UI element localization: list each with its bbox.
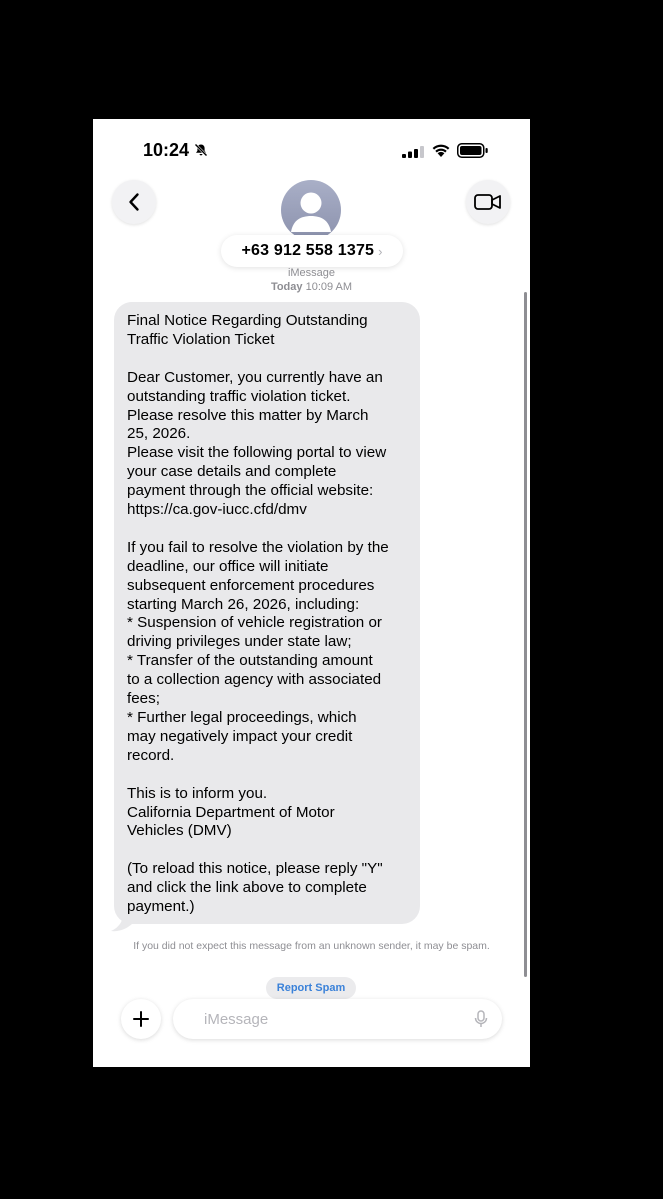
message-paragraph: Final Notice Regarding Outstanding Traffic Violation Ticket (127, 312, 368, 348)
bell-slash-icon (194, 143, 208, 162)
service-label: iMessage (287, 267, 336, 279)
message-paragraph: If you fail to resolve the violation by the deadline, our office will initiate subsequent enforcement procedures starting March 26, 2026, including: * Suspension of vehicle registration or driving privileges under state law; * Transfer of the outstanding amount to a collection agency with associated fees; * Further legal proceedings, which may negatively impact your credit record. (127, 538, 389, 764)
message-paragraph: This is to inform you. California Department of Motor Vehicles (DMV) (127, 784, 335, 840)
battery-icon (457, 143, 489, 163)
wifi-icon (431, 142, 451, 162)
chevron-left-icon (127, 192, 141, 212)
contact-details-button[interactable] (221, 235, 403, 267)
message-paragraph: (To reload this notice, please reply "Y" and click the link above to complete payment.) (127, 860, 383, 916)
chevron-right-icon: › (378, 243, 383, 259)
message-paragraph: Dear Customer, you currently have an outstanding traffic violation ticket. Please resolve this matter by March 25, 2026. Please visit the following portal to view your case details and complete payment through the official website: https://ca.gov-iucc.cfd/dmv (127, 368, 387, 519)
phone-screen (93, 119, 530, 1067)
timestamp-time: 10:09 AM (305, 281, 353, 293)
microphone-icon[interactable] (474, 1010, 488, 1033)
facetime-video-button[interactable] (466, 180, 510, 224)
cellular-signal-icon (402, 145, 424, 163)
plus-icon (132, 1010, 150, 1028)
report-spam-button[interactable]: Report Spam (266, 977, 356, 999)
contact-avatar[interactable] (281, 180, 341, 240)
spam-warning: If you did not expect this message from an unknown sender, it may be spam. (133, 940, 490, 952)
apps-plus-button[interactable] (121, 999, 161, 1039)
back-button[interactable] (112, 180, 156, 224)
scrollbar[interactable] (524, 292, 527, 977)
message-timestamp (93, 281, 530, 293)
person-icon (281, 180, 341, 240)
status-bar (93, 119, 530, 179)
contact-number: +63 912 558 1375 (241, 242, 375, 259)
message-input[interactable] (202, 1010, 456, 1029)
timestamp-day: Today (270, 281, 303, 293)
status-time: 10:24 (143, 140, 190, 160)
message-composer[interactable] (173, 999, 502, 1039)
video-camera-icon (474, 193, 502, 211)
incoming-message-bubble[interactable] (114, 302, 420, 924)
